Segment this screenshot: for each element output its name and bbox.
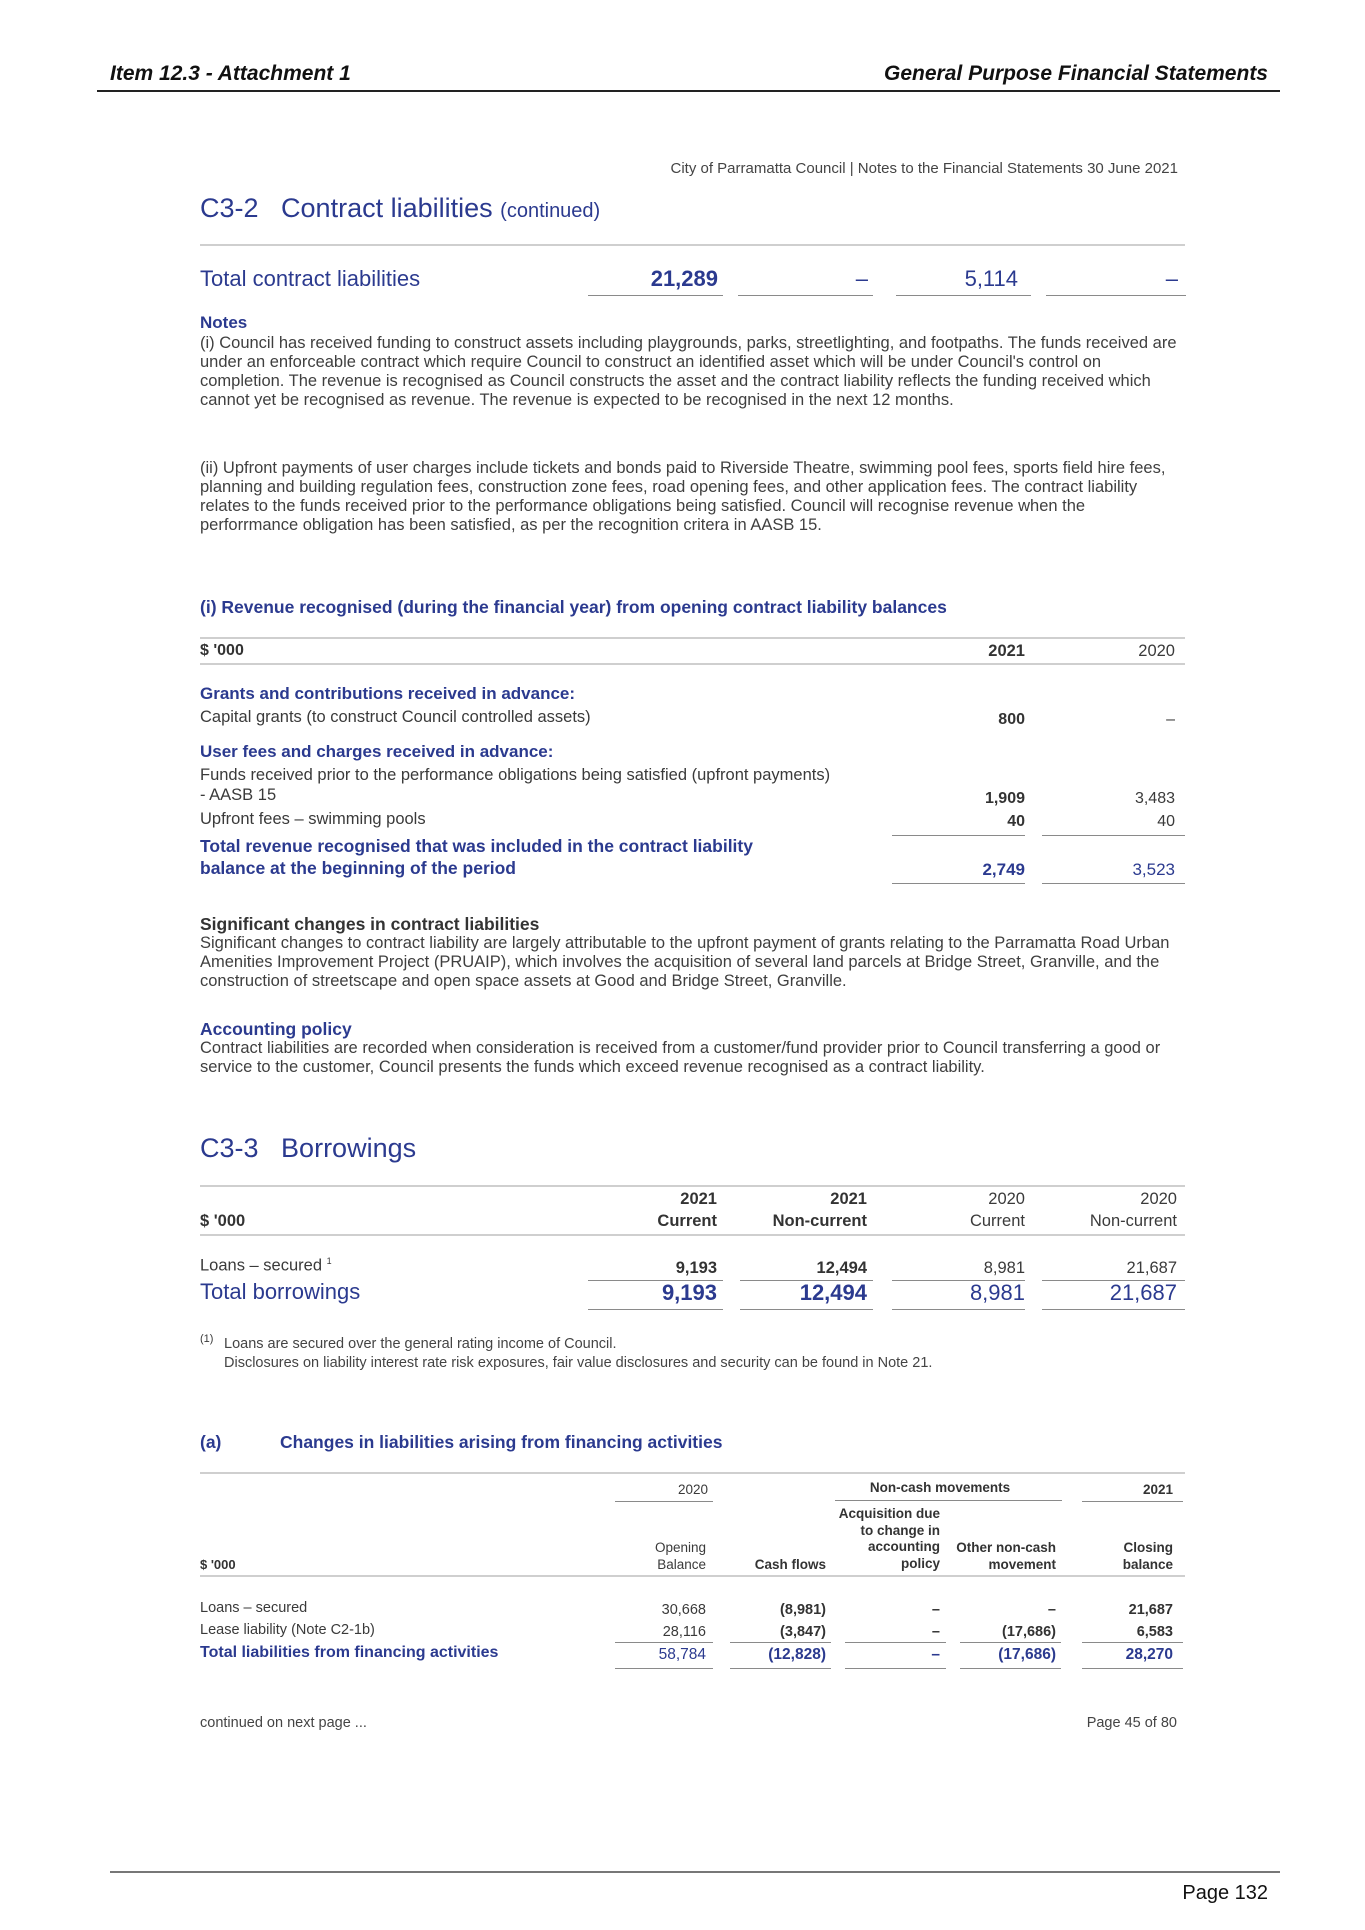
row-total-rule-5 xyxy=(1082,1668,1183,1669)
revenue-unit: $ '000 xyxy=(200,642,244,659)
row-total-label: Total liabilities from financing activities xyxy=(200,1644,499,1661)
revenue-col-2021: 2021 xyxy=(988,642,1025,660)
continued-label: (continued) xyxy=(500,200,601,222)
revenue-heading: (i) Revenue recognised (during the financial year) from opening contract liability balances xyxy=(200,597,947,617)
total-contract-value-1: 21,289 xyxy=(650,266,718,291)
row-lease-cash: (3,847) xyxy=(780,1624,826,1640)
col-cash-flows: Cash flows xyxy=(754,1557,826,1572)
row-loans-opening: 30,668 xyxy=(661,1602,706,1618)
section-title-c3-3 xyxy=(200,1133,416,1164)
policy-text: Contract liabilities are recorded when consideration is received from a customer/fund provider prior to Council transferring a good or service to the customer, Council presents the funds which exceed revenue recognised as a contract liability. xyxy=(200,1039,1161,1076)
borrowings-col-2-label: Non-current xyxy=(772,1212,867,1230)
changes-2020-rule xyxy=(615,1501,713,1502)
notes-heading: Notes xyxy=(200,313,248,332)
total-borrowings-rule-3 xyxy=(892,1309,1025,1310)
upfront-fees-label: Upfront fees – swimming pools xyxy=(200,810,426,828)
changes-unit: $ '000 xyxy=(200,1557,236,1572)
significant-text: Significant changes to contract liability are largely attributable to the upfront payment of grants relating to the Parramatta Road Urban Amenities Improvement Project (PRUAIP), which involves the acquisition of several land parcels at Bridge Street, Granville, and the construction of streetscape and open space assets at Good and Bridge Street, Granville. xyxy=(200,934,1170,990)
col-acq-line-3: accounting xyxy=(867,1539,940,1554)
row-total-rule-1 xyxy=(615,1668,713,1669)
noncash-heading: Non-cash movements xyxy=(869,1480,1011,1495)
row-lease-acq: – xyxy=(931,1624,940,1640)
row-total-acq: – xyxy=(931,1646,940,1663)
user-fees-heading: User fees and charges received in advance: xyxy=(200,742,554,761)
upfront-fees-2021: 40 xyxy=(1007,813,1025,830)
col-closing-line-1: Closing xyxy=(1123,1540,1173,1555)
row-lease-rule-1 xyxy=(615,1642,713,1643)
total-rule-1 xyxy=(588,295,723,296)
total-revenue-label-2: balance at the beginning of the period xyxy=(200,858,516,878)
row-total-rule-4 xyxy=(960,1668,1061,1669)
revenue-col-2020: 2020 xyxy=(1138,642,1175,660)
policy-heading: Accounting policy xyxy=(200,1019,352,1039)
revenue-header-rule xyxy=(200,663,1185,665)
section-rule xyxy=(200,244,1185,246)
total-borrowings-rule-2 xyxy=(740,1309,873,1310)
col-acq-line-2: to change in xyxy=(860,1522,940,1538)
row-lease-rule-2 xyxy=(730,1642,831,1643)
footnote-1: Loans are secured over the general rating income of Council. xyxy=(224,1336,617,1352)
row-loans-closing: 21,687 xyxy=(1128,1602,1173,1618)
header-right: General Purpose Financial Statements xyxy=(884,62,1268,85)
header-left: Item 12.3 - Attachment 1 xyxy=(110,62,351,85)
section-name: Contract liabilities xyxy=(281,193,493,223)
row-total-other: (17,686) xyxy=(998,1646,1056,1663)
upfront-rule-2020 xyxy=(1042,835,1185,836)
row-loans-acq: – xyxy=(931,1602,940,1618)
borrowings-col-3-label: Current xyxy=(969,1212,1025,1230)
borrowings-header-rule xyxy=(200,1234,1185,1236)
row-loans-other: – xyxy=(1047,1602,1056,1618)
col-closing-line-2: balance xyxy=(1122,1556,1173,1572)
total-rule-3 xyxy=(896,295,1031,296)
upfront-rule-2021 xyxy=(892,835,1025,836)
loans-value-2: 12,494 xyxy=(816,1259,867,1277)
upfront-fees-2020: 40 xyxy=(1157,813,1175,830)
capital-grants-2020: – xyxy=(1166,711,1175,728)
section-code: C3-3 xyxy=(200,1133,259,1163)
row-total-rule-2 xyxy=(730,1668,831,1669)
changes-2021-rule xyxy=(1082,1501,1183,1502)
capital-grants-2021: 800 xyxy=(998,711,1025,728)
document-subtitle: City of Parramatta Council | Notes to the Financial Statements 30 June 2021 xyxy=(670,160,1178,177)
funds-received-2021: 1,909 xyxy=(984,790,1025,807)
significant-heading: Significant changes in contract liabilities xyxy=(200,914,540,934)
borrowings-unit: $ '000 xyxy=(200,1212,246,1230)
changes-letter: (a) xyxy=(200,1432,222,1452)
footnote-mark: (1) xyxy=(200,1333,214,1345)
capital-grants-label: Capital grants (to construct Council controlled assets) xyxy=(200,708,591,726)
section-code: C3-2 xyxy=(200,193,259,223)
total-borrowings-4: 21,687 xyxy=(1109,1280,1177,1305)
total-contract-value-4: – xyxy=(1165,266,1178,291)
row-loans-label: Loans – secured xyxy=(200,1600,308,1616)
loans-value-3: 8,981 xyxy=(983,1259,1025,1277)
borrowings-col-2-year: 2021 xyxy=(830,1190,867,1208)
col-other-line-1: Other non-cash xyxy=(956,1540,1056,1555)
footer-rule xyxy=(110,1871,1280,1873)
total-borrowings-rule-4 xyxy=(1042,1309,1185,1310)
funds-received-2020: 3,483 xyxy=(1134,790,1175,807)
page-number: Page 132 xyxy=(1182,1882,1268,1904)
col-acq-line-1: Acquisition due xyxy=(838,1506,940,1521)
row-total-closing: 28,270 xyxy=(1125,1646,1173,1663)
noncash-rule xyxy=(835,1500,1062,1501)
loans-secured-text: Loans – secured xyxy=(200,1256,323,1275)
col-closing xyxy=(1090,1540,1173,1573)
header-rule xyxy=(97,90,1280,92)
total-revenue-rule-2021 xyxy=(892,883,1025,884)
row-total-opening: 58,784 xyxy=(658,1646,706,1663)
changes-year-2021: 2021 xyxy=(1142,1482,1173,1497)
total-contract-liabilities-label: Total contract liabilities xyxy=(200,266,421,291)
col-other-line-2: movement xyxy=(988,1556,1056,1572)
total-borrowings-2: 12,494 xyxy=(799,1280,867,1305)
col-opening-line-2: Balance xyxy=(657,1556,706,1572)
total-borrowings-rule-1 xyxy=(588,1309,723,1310)
total-borrowings-label: Total borrowings xyxy=(200,1279,361,1304)
borrowings-col-1-label: Current xyxy=(657,1212,717,1230)
changes-header-rule xyxy=(200,1575,1185,1577)
row-lease-rule-3 xyxy=(845,1642,946,1643)
footnote-2: Disclosures on liability interest rate risk exposures, fair value disclosures and security can be found in Note 21. xyxy=(224,1355,933,1371)
note-2: (ii) Upfront payments of user charges include tickets and bonds paid to Riverside Theatre, swimming pool fees, sports field hire fees, planning and building regulation fees, construction zone fees, road opening fees, and other application fees. The contract liability relates to the funds received prior to the performance obligations being satisfied. Council will recognise revenue when the perforrmance obligation has been satisfied, as per the recognition critera in AASB 15. xyxy=(200,459,1166,534)
borrowings-top-rule xyxy=(200,1185,1185,1187)
col-acquisition xyxy=(830,1506,940,1572)
section-title-c3-2 xyxy=(200,193,600,224)
row-lease-closing: 6,583 xyxy=(1136,1624,1173,1640)
row-lease-rule-5 xyxy=(1082,1642,1183,1643)
borrowings-col-1-year: 2021 xyxy=(680,1190,717,1208)
note-1: (i) Council has received funding to construct assets including playgrounds, parks, streetlighting, and footpaths. The funds received are under an enforceable contract which require Council to construct an identified asset which will be under Council's control on completion. The revenue is recognised as Council constructs the asset and the contract liability reflects the funding received which cannot yet be recognised as revenue. The revenue is expected to be recognised in the next 12 months. xyxy=(200,334,1177,409)
total-revenue-rule-2020 xyxy=(1042,883,1185,884)
grants-heading: Grants and contributions received in advance: xyxy=(200,684,576,703)
total-revenue-2021: 2,749 xyxy=(982,860,1025,879)
row-total-cash: (12,828) xyxy=(768,1646,826,1663)
total-revenue-2020: 3,523 xyxy=(1132,860,1175,879)
row-lease-other: (17,686) xyxy=(1001,1624,1056,1640)
page-of: Page 45 of 80 xyxy=(1086,1715,1177,1731)
revenue-top-rule xyxy=(200,637,1185,639)
borrowings-col-4-year: 2020 xyxy=(1140,1190,1177,1208)
loans-secured-label xyxy=(200,1256,332,1276)
col-acq-line-4: policy xyxy=(900,1555,940,1571)
row-loans-cash: (8,981) xyxy=(780,1602,826,1618)
total-rule-2 xyxy=(738,295,873,296)
section-name: Borrowings xyxy=(281,1133,417,1163)
col-opening-line-1: Opening xyxy=(654,1540,706,1555)
funds-received-label-2: - AASB 15 xyxy=(200,786,277,804)
loans-footnote-ref: 1 xyxy=(326,1256,332,1266)
total-borrowings-3: 8,981 xyxy=(969,1280,1025,1305)
col-opening xyxy=(620,1540,706,1573)
changes-year-2020: 2020 xyxy=(677,1482,708,1497)
total-contract-value-2: – xyxy=(855,266,868,291)
funds-received-label-1: Funds received prior to the performance obligations being satisfied (upfront payments) xyxy=(200,766,831,784)
row-lease-opening: 28,116 xyxy=(662,1624,706,1640)
col-other xyxy=(945,1540,1056,1573)
borrowings-col-3-year: 2020 xyxy=(988,1190,1025,1208)
total-rule-4 xyxy=(1046,295,1186,296)
changes-heading: Changes in liabilities arising from financing activities xyxy=(280,1432,723,1452)
row-lease-label: Lease liability (Note C2-1b) xyxy=(200,1622,375,1638)
continued-note: continued on next page ... xyxy=(200,1715,367,1731)
changes-top-rule xyxy=(200,1472,1185,1474)
total-revenue-label-1: Total revenue recognised that was included in the contract liability xyxy=(200,836,753,856)
total-contract-value-3: 5,114 xyxy=(964,266,1018,291)
borrowings-col-4-label: Non-current xyxy=(1089,1212,1177,1230)
loans-value-1: 9,193 xyxy=(675,1259,717,1277)
row-total-rule-3 xyxy=(845,1668,946,1669)
loans-value-4: 21,687 xyxy=(1126,1259,1177,1277)
row-lease-rule-4 xyxy=(960,1642,1061,1643)
total-borrowings-1: 9,193 xyxy=(661,1280,717,1305)
